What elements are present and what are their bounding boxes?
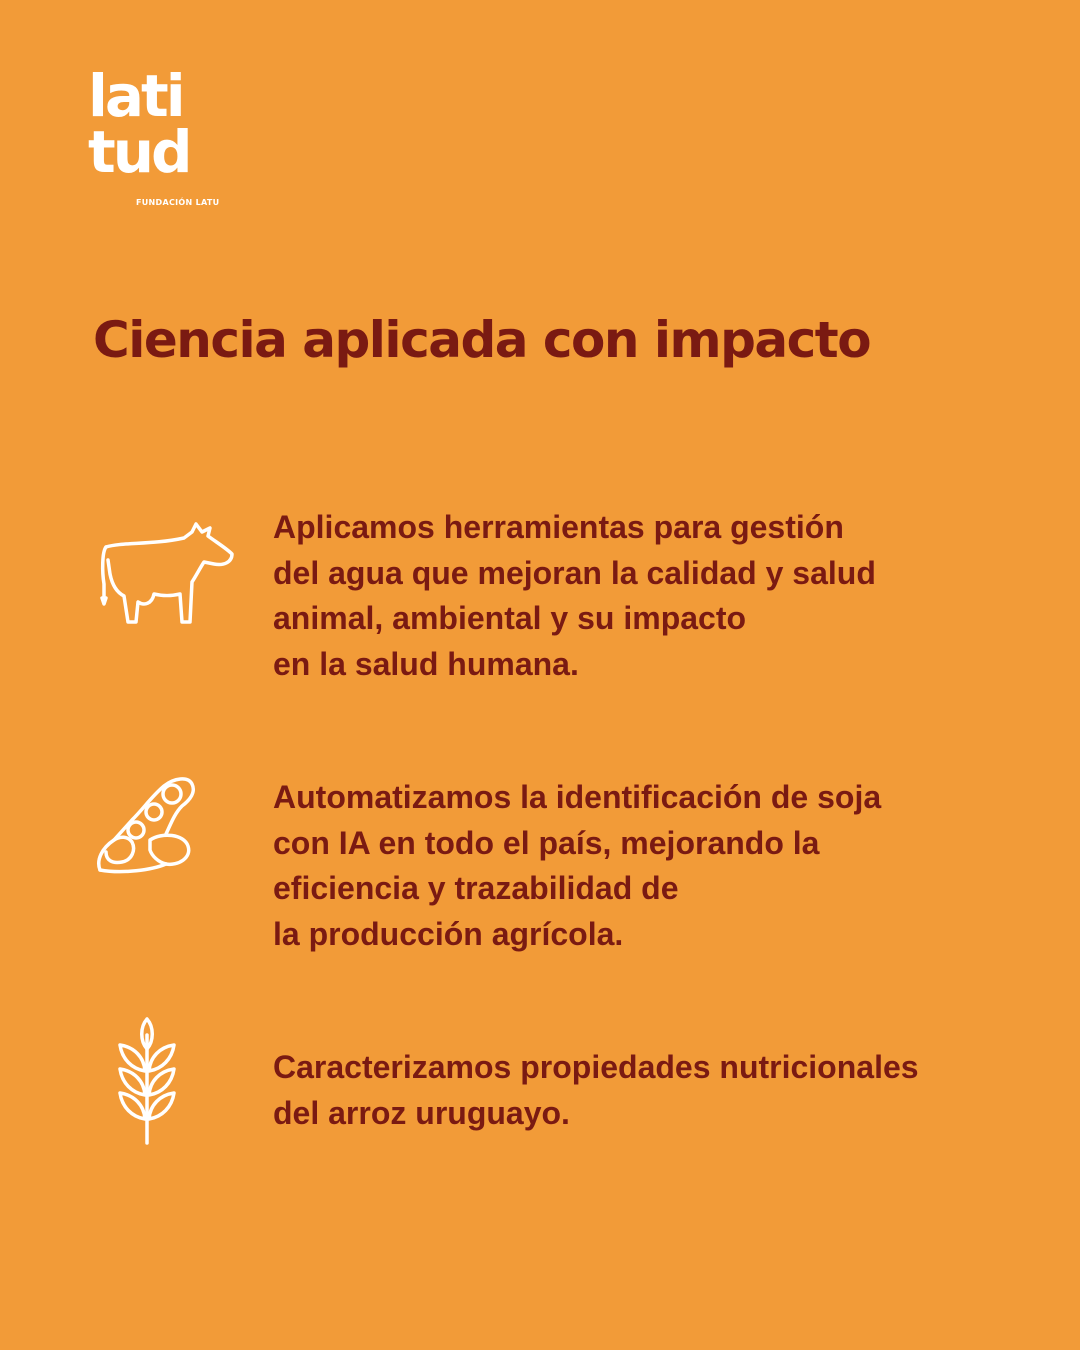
wheat-icon [92, 1015, 202, 1150]
logo-word-top: lati [88, 62, 183, 130]
page-title: Ciencia aplicada con impacto [93, 311, 871, 369]
latitud-logo [88, 62, 228, 213]
logo-word-bottom: tud [88, 118, 190, 186]
item-description: Aplicamos herramientas para gestión del agua que mejoran la calidad y salud animal, ambiental y su impacto en la salud humana. [273, 509, 876, 682]
cow-icon [92, 512, 237, 632]
logo-tagline: FUNDACIÓN LATU [136, 198, 220, 207]
soybean-icon [92, 770, 202, 880]
item-description: Caracterizamos propiedades nutricionales del arroz uruguayo. [273, 1049, 919, 1131]
item-description: Automatizamos la identificación de soja con IA en todo el país, mejorando la eficiencia y trazabilidad de la producción agrícola. [273, 779, 882, 952]
